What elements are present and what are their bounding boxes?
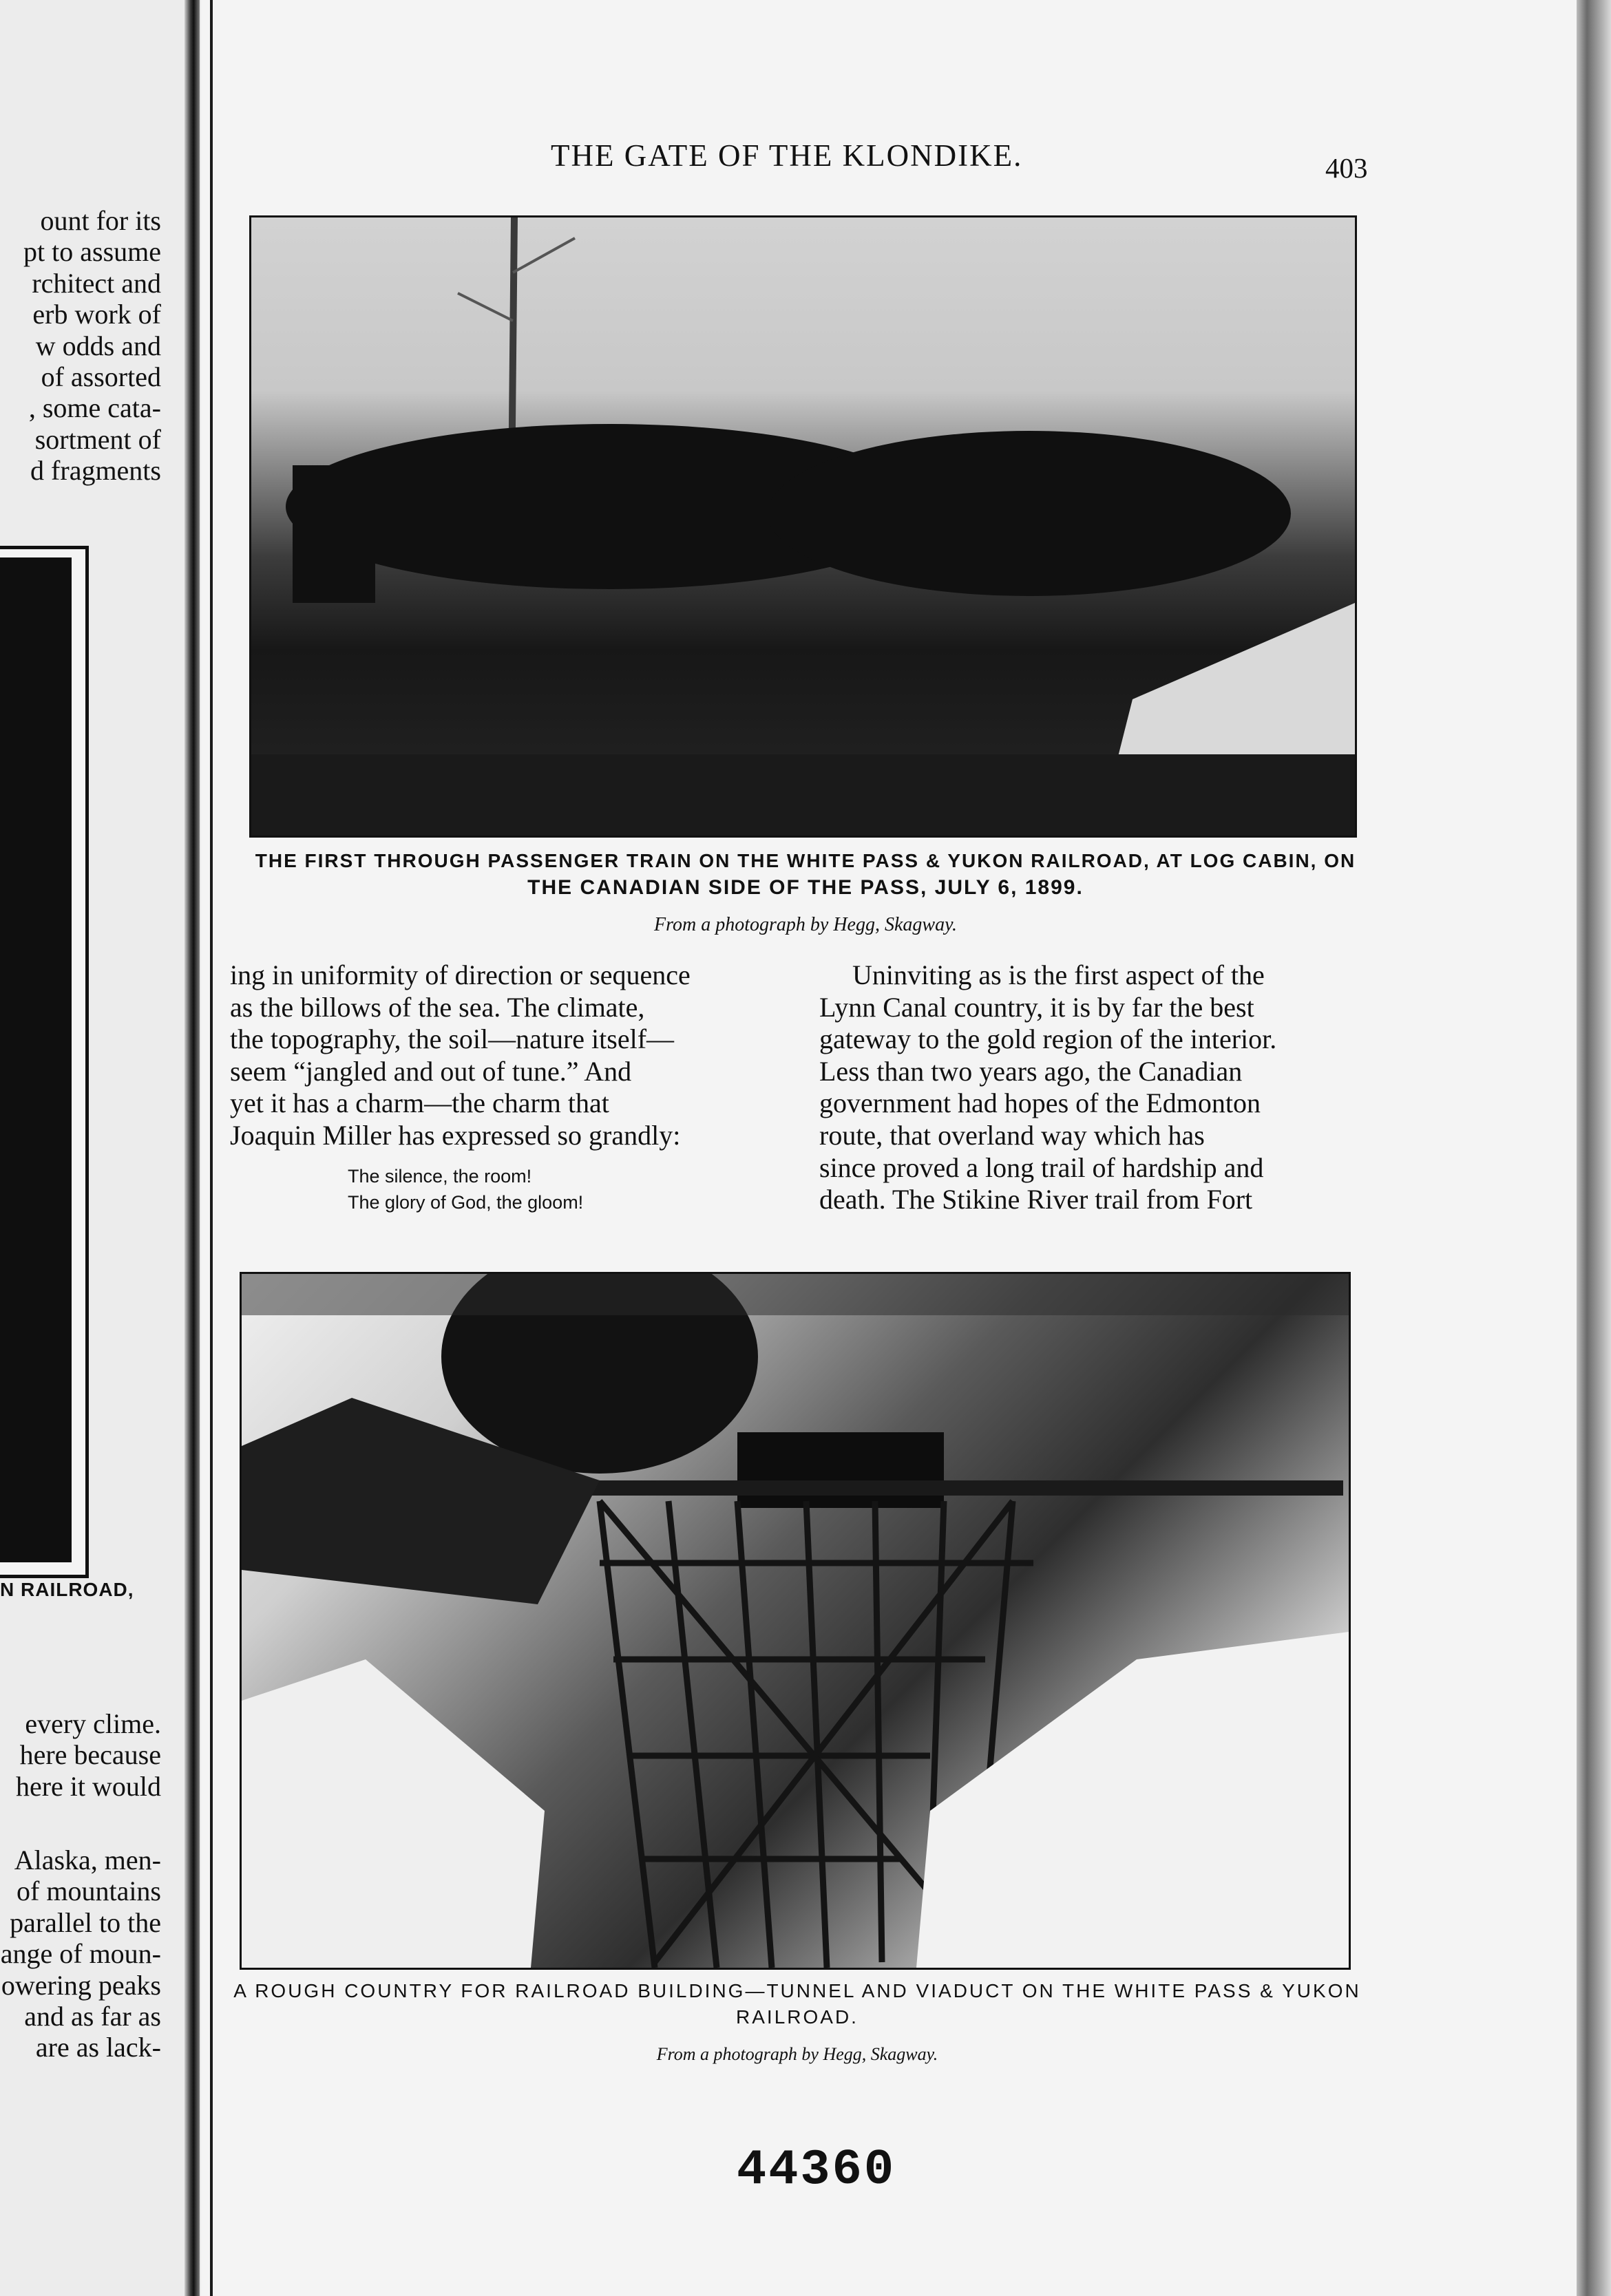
figure2-credit: From a photograph by Hegg, Skagway. (656, 2044, 938, 2064)
left-page-photo (0, 557, 72, 1562)
figure1-credit: From a photograph by Hegg, Skagway. (654, 914, 957, 935)
body-right-column: Uninviting as is the first aspect of the Lynn Canal country, it is by far the best gateway to the gold region of the interior. Less than two years ago, the Canadian government had hopes of the Edmonton route, that overland way which has since proved a long trail of hardship and death. The Stikine River trail from Fort (819, 959, 1277, 1215)
catalog-number: 44360 (737, 2142, 896, 2198)
left-page-text-middle: every clime. here because here it would (15, 1708, 161, 1802)
scan-right-edge (1577, 0, 1611, 2296)
figure2-caption: A ROUGH COUNTRY FOR RAILROAD BUILDING—TUNNEL AND VIADUCT ON THE WHITE PASS & YUKON RAILROAD. (233, 1980, 1361, 2028)
page-number: 403 (1325, 152, 1368, 184)
left-page-caption: N RAILROAD, (0, 1579, 134, 1600)
photo-viaduct-illustration (242, 1274, 1349, 1968)
left-page-text-bottom: Alaska, men- of mountains parallel to the ange of moun- owering peaks and as far as are as lack- (0, 1845, 161, 2063)
page-edge-rule (210, 0, 213, 2296)
figure1-caption: THE FIRST THROUGH PASSENGER TRAIN ON THE WHITE PASS & YUKON RAILROAD, AT LOG CABIN, ON THE CANADIAN SIDE OF THE PASS, JULY 6, 1899. (255, 850, 1356, 899)
poem-quotation: The silence, the room! The glory of God, the gloom! (348, 1166, 584, 1213)
photo-tunnel-and-viaduct (240, 1272, 1351, 1970)
running-title: THE GATE OF THE KLONDIKE. (551, 138, 1023, 173)
book-gutter (185, 0, 200, 2296)
photo-first-passenger-train (249, 215, 1357, 838)
left-page-text-top: ount for its pt to assume rchitect and erb work of w odds and of assorted , some cata- sortment of d fragments (23, 205, 161, 487)
body-left-column: ing in uniformity of direction or sequence as the billows of the sea. The climate, the topography, the soil—nature itself— seem “jangled and out of tune.” And yet it has a charm—the charm that Joaquin Miller has expressed so grandly: (230, 959, 691, 1151)
photo-group-illustration (251, 217, 1355, 836)
